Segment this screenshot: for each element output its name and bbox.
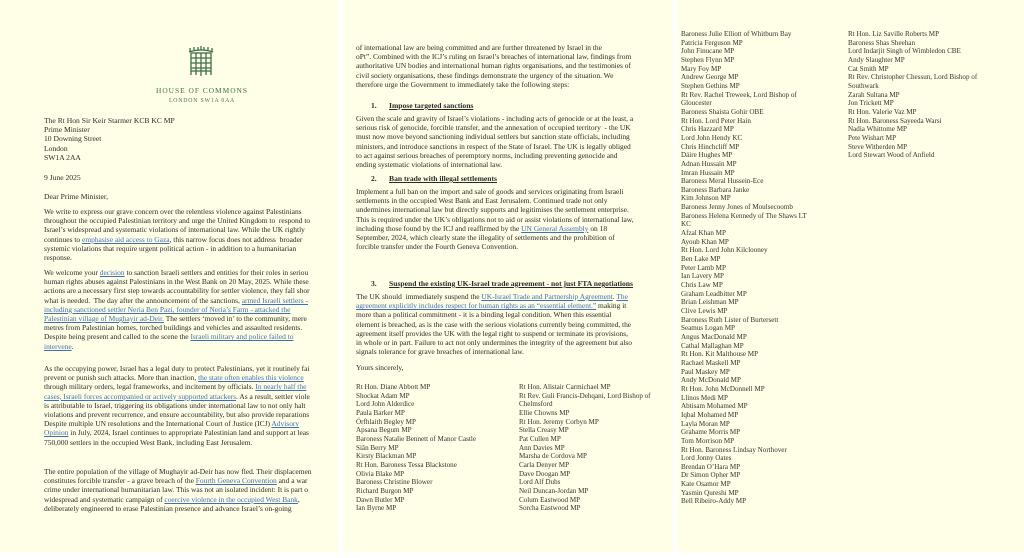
- signatory-name: Baroness Jenny Jones of Moulsecoomb: [681, 203, 793, 212]
- signatory-name: Olivia Blake MP: [356, 469, 405, 478]
- hyperlink[interactable]: Advisory: [271, 419, 300, 429]
- text-line: [356, 52, 631, 61]
- text-run: widespread and systematic campaign of: [44, 494, 165, 504]
- letter-date: 9 June 2025: [44, 173, 81, 182]
- signatory-name: Marsha de Cordova MP: [519, 452, 587, 461]
- letterhead-address: LONDON SW1A 0AA: [168, 98, 236, 104]
- step-title: Suspend the existing UK-Israel trade agreement - not just FTA negotiations: [389, 279, 633, 288]
- signatory-name: Colum Eastwood MP: [519, 495, 581, 504]
- text-line: [356, 310, 632, 319]
- recipient-line: London: [44, 143, 68, 153]
- step-heading: [371, 101, 473, 110]
- text-line: [356, 151, 633, 160]
- text-run: ,: [297, 494, 300, 504]
- text-run: , this narrow focus does not address broader: [169, 234, 303, 244]
- text-run: on 18: [588, 223, 608, 233]
- text-line: [44, 332, 310, 341]
- step-number: 3.: [371, 279, 377, 288]
- signatory-name: Dawn Butler MP: [356, 495, 405, 504]
- text-line: [356, 215, 634, 224]
- signatory-name: Stephen Flynn MP: [681, 55, 735, 64]
- signatory-name: Stella Creasy MP: [519, 426, 569, 435]
- text-line: [356, 80, 631, 89]
- text-line: [356, 61, 631, 70]
- text-line: [44, 438, 310, 447]
- text-run: Given the scale and gravity of Israel’s violations - including acts of genocide or at the least, a: [356, 114, 634, 123]
- signatory-name: Bell Ribeiro-Addy MP: [681, 497, 747, 506]
- signatory-name: Dáire Hughes MP: [681, 151, 733, 160]
- signatory-name: Mary Foy MP: [681, 64, 722, 73]
- text-run: more than a political commitment - it is a binding legal condition. When this essential: [356, 310, 612, 320]
- signatory-name: Angus MacDonald MP: [681, 332, 747, 341]
- text-line: [44, 225, 310, 234]
- text-line: [356, 338, 632, 347]
- text-run: We write to express our grave concern over the relentless violence against Palestinians: [44, 207, 302, 216]
- signatory-name: Baroness Helena Kennedy of The Shaws LT: [681, 211, 807, 220]
- signatory-name: Dave Doogan MP: [519, 469, 571, 478]
- signatory-name: Baroness Shaista Gohir OBE: [681, 107, 764, 116]
- text-line: [44, 305, 310, 314]
- recipient-address: [44, 116, 175, 162]
- signatory-name: Tom Morrison MP: [681, 436, 735, 445]
- signatory-name: Rt Hon. Lord Peter Hain: [681, 116, 751, 125]
- signatory-name: Ellie Chowns MP: [519, 408, 570, 417]
- text-run: crime under international humanitarian law. This was not an isolated incident: It is part o: [44, 485, 308, 495]
- signatory-name: Carla Denyer MP: [519, 460, 570, 469]
- text-line: [44, 419, 310, 428]
- signatory-name: Dr Simon Opher MP: [681, 471, 741, 480]
- text-line: [356, 43, 631, 52]
- text-line: [44, 342, 310, 351]
- hyperlink[interactable]: armed Israeli settlers -: [241, 295, 309, 305]
- text-line: [44, 373, 310, 382]
- signatory-name: Baroness Meral Hussein-Ece: [681, 177, 764, 186]
- hyperlink[interactable]: cases, Israeli forces accompanied or actively supported attackers: [44, 391, 237, 401]
- text-run: Despite being present and called to the scene the: [44, 332, 191, 342]
- text-line: [44, 401, 310, 410]
- text-line: [44, 410, 310, 419]
- text-run: authoritative UN bodies and international human rights organisations, and the testimonies of: [356, 61, 631, 71]
- signatory-name: Kim Johnson MP: [681, 194, 731, 203]
- signatory-list: [356, 383, 476, 513]
- text-run: . As a result, settler viole: [236, 391, 310, 401]
- signatory-name: Paula Barker MP: [356, 408, 405, 417]
- step-title: Ban trade with illegal settlements: [389, 174, 497, 183]
- signatory-name: Clive Lewis MP: [681, 307, 728, 315]
- hyperlink[interactable]: UN General Assembly: [521, 223, 589, 233]
- text-run: what is needed. The day after the announcement of the sanctions,: [44, 295, 242, 305]
- hyperlink[interactable]: The: [616, 292, 628, 301]
- signatory-name: Shockat Adam MP: [356, 391, 410, 400]
- text-run: signals tolerance for grave breaches of international law.: [356, 347, 525, 357]
- signatory-name: Lord John Alderdice: [356, 400, 415, 409]
- text-line: [356, 205, 634, 214]
- text-run: .: [71, 341, 74, 351]
- signatory-name: Lord Indarjit Singh of Wimbledon CBE: [848, 47, 961, 56]
- signatory-name: Baroness Natalie Bennett of Manor Castle: [356, 434, 476, 443]
- text-line: [44, 495, 312, 504]
- signatory-name: Peter Lamb MP: [681, 263, 726, 272]
- text-line: [44, 244, 310, 253]
- signatory-name: Chris Hinchcliff MP: [681, 142, 740, 151]
- signatory-name: Abtisam Mohamed MP: [681, 402, 748, 411]
- signatory-name: Yasmin Qureshi MP: [681, 488, 739, 497]
- signatory-name: Ann Davies MP: [519, 443, 565, 452]
- text-line: [356, 224, 634, 233]
- signatory-name: Andy Slaughter MP: [848, 55, 905, 64]
- signatory-name: Lord Alf Dubs: [519, 478, 561, 487]
- signatory-name: Llinos Medi MP: [681, 393, 728, 402]
- signatory-name: Andrew George MP: [681, 73, 739, 82]
- step-heading: [371, 279, 633, 288]
- signatory-name: Adnan Hussain MP: [681, 159, 737, 168]
- signatory-name: KC: [681, 220, 691, 229]
- signatory-name: Baroness Barbara Janke: [681, 185, 750, 194]
- signatory-name: Apsana Begum MP: [356, 426, 412, 435]
- signatory-name: Chelmsford: [519, 400, 553, 409]
- paragraph: [44, 207, 310, 262]
- signatory-name: Afzal Khan MP: [681, 229, 726, 238]
- text-line: [356, 347, 632, 356]
- signatory-name: Nadia Whittome MP: [848, 125, 907, 134]
- text-run: We welcome your: [44, 268, 100, 277]
- text-run: violations and prevent recurrence, and ensure accountability, but also provide reparations: [44, 410, 310, 420]
- text-run: 750,000 settlers in the occupied West Bank, including East Jerusalem.: [44, 437, 253, 447]
- signatory-name: Rachael Maskell MP: [681, 358, 741, 367]
- signatory-name: Paul Maskey MP: [681, 367, 730, 376]
- hyperlink[interactable]: including sanctioned settler Neria Ben Pazi, founder of Neria’s Farm - attacked the: [44, 304, 291, 314]
- text-run: to sanction Israeli settlers and entities for their roles in seriou: [124, 268, 309, 277]
- signatory-name: Cathal Mallaghan MP: [681, 341, 744, 350]
- closing: Yours sincerely,: [356, 363, 404, 372]
- hyperlink[interactable]: intervene: [44, 341, 72, 351]
- text-run: therefore urge the Government to immediately take the following steps:: [356, 79, 570, 89]
- text-run: systemic violations that require urgent political action - in addition to a humanitarian: [44, 243, 297, 253]
- hyperlink[interactable]: the state often enables this violence: [198, 373, 304, 383]
- signatory-name: Ben Lake MP: [681, 255, 721, 264]
- text-run: The entire population of the village of Mughayir ad-Deir has now fled. Their displacemen: [44, 467, 312, 476]
- text-run: in July, 2024, Israel continues to appropriate Palestinian land and support at leas: [68, 428, 309, 438]
- text-line: [356, 187, 634, 196]
- text-line: [356, 233, 634, 242]
- text-line: [44, 277, 310, 286]
- text-run: throughout the occupied Palestinian territory and urge the United Kingdom to respond to: [44, 216, 311, 226]
- text-line: [44, 485, 312, 494]
- signatory-name: Imran Hussain MP: [681, 168, 735, 177]
- signatory-name: Siân Berry MP: [356, 443, 399, 452]
- text-run: oPt”. Combined with the ICJ’s ruling on Israel’s breaches of international law, findings from: [356, 52, 632, 62]
- signatory-name: John Finucane MP: [681, 47, 735, 56]
- text-line: [44, 323, 310, 332]
- step-title: Impose targeted sanctions: [389, 101, 474, 110]
- salutation: Dear Prime Minister,: [44, 192, 109, 201]
- signatory-name: Zarah Sultana MP: [848, 90, 900, 99]
- text-line: [356, 71, 631, 80]
- text-run: Despite multiple UN resolutions and the International Court of Justice (ICJ): [44, 419, 272, 429]
- signatory-name: Seamus Logan MP: [681, 324, 735, 333]
- paragraph: [44, 268, 310, 351]
- text-line: [356, 123, 633, 132]
- text-line: [356, 114, 633, 123]
- text-line: [44, 392, 310, 401]
- text-run: The UK should immediately suspend the: [356, 292, 482, 301]
- text-run: must now move beyond sanctioning individual settlers but sanction state officials, including: [356, 132, 630, 142]
- signatory-name: Rt Hon. Alistair Carmichael MP: [519, 383, 611, 391]
- signatory-name: Patricia Ferguson MP: [681, 38, 743, 47]
- text-run: through military orders, legal frameworks, and incitement by officials.: [44, 382, 256, 392]
- text-line: [356, 301, 632, 310]
- text-line: [356, 142, 633, 151]
- text-line: [356, 329, 632, 338]
- hyperlink[interactable]: In nearly half the: [255, 382, 307, 392]
- signatory-name: Ian Lavery MP: [681, 272, 724, 281]
- signatory-name: Grahame Morris MP: [681, 428, 741, 437]
- text-run: in whole or in part. Failure to act not only undermines the integrity of the agreement but also: [356, 338, 632, 348]
- text-run: of international law are being committed and are further threatened by Israel in the: [356, 43, 602, 52]
- recipient-line: SW1A 2AA: [44, 152, 81, 162]
- text-run: continues to: [44, 234, 83, 244]
- signatory-name: Baroness Julie Elliott of Whitburn Bay: [681, 30, 792, 38]
- signatory-name: Cat Smith MP: [848, 64, 889, 73]
- signatory-name: Ayoub Khan MP: [681, 237, 729, 246]
- text-line: [44, 253, 310, 262]
- text-run: is attributable to Israel, triggering its obligations under international law to not only halt: [44, 400, 306, 410]
- signatory-name: Layla Moran MP: [681, 419, 730, 428]
- signatory-name: Rt Hon. John McDonnell MP: [681, 384, 765, 393]
- text-run: agreement itself provides the UK with the legal right to suspend or terminate its provisions,: [356, 328, 629, 338]
- paragraph: [356, 43, 631, 89]
- text-run: As the occupying power, Israel has a legal duty to protect Palestinians, yet it routinely fai: [44, 364, 310, 373]
- text-run: element is breached, as is the case with the serious violations currently being committed, the: [356, 319, 632, 329]
- signatory-name: Richard Burgon MP: [356, 486, 414, 495]
- signatory-name: Baroness Ruth Lister of Burtersett: [681, 315, 779, 324]
- text-run: including those found by the ICJ and reaffirmed by the: [356, 223, 522, 233]
- text-run: actions are a necessary first step towards accountability for settler violence, they fall shor: [44, 286, 310, 296]
- recipient-line: Prime Minister: [44, 125, 90, 135]
- text-run: Israel’s widespread and systematic violations of international law. While the UK rightly: [44, 225, 305, 235]
- text-run: human rights abuses against Palestinians in the West Bank on 20 May, 2025. While these: [44, 277, 309, 287]
- text-run: prevent or punish such attacks. More than inaction,: [44, 373, 199, 383]
- text-run: to act against serious breaches of peremptory norms, including preventing genocide and: [356, 150, 618, 160]
- recipient-line: The Rt Hon Sir Keir Starmer KCB KC MP: [44, 116, 175, 125]
- signatory-name: Rt Hon. Kit Malthouse MP: [681, 350, 759, 359]
- text-line: [44, 428, 310, 437]
- text-line: [44, 504, 312, 513]
- signatory-name: Ian Byrne MP: [356, 504, 397, 513]
- portcullis-icon: [186, 45, 216, 77]
- text-run: making it: [596, 301, 627, 311]
- hyperlink[interactable]: Fourth Geneva Convention: [195, 476, 277, 486]
- text-line: [44, 296, 310, 305]
- hyperlink[interactable]: Israeli military and police failed to: [190, 332, 294, 342]
- signatory-list: [681, 30, 807, 506]
- signatory-name: Rt Hon. Diane Abbott MP: [356, 383, 431, 391]
- step-number: 2.: [371, 174, 377, 183]
- signatory-name: Kirsty Blackman MP: [356, 452, 417, 461]
- signatory-name: Jon Trickett MP: [848, 99, 894, 108]
- signatory-name: Brian Leishman MP: [681, 298, 739, 307]
- hyperlink[interactable]: decision: [99, 268, 125, 277]
- recipient-line: 10 Downing Street: [44, 134, 102, 144]
- signatory-name: Gloucester: [681, 99, 712, 108]
- text-line: [44, 314, 310, 323]
- text-run: This is required under the UK’s obligations not to aid or assist violations of international law,: [356, 214, 634, 224]
- signatory-list: [519, 383, 651, 513]
- text-line: [44, 207, 310, 216]
- text-line: [44, 268, 310, 277]
- text-run: The settlers ‘moved in’ to the community, mere: [164, 314, 307, 324]
- text-run: constitutes forcible transfer - a grave breach of the: [44, 476, 196, 486]
- step-heading: [371, 174, 497, 183]
- signatory-name: Rt Rev. Christopher Chessun, Lord Bishop of: [848, 73, 978, 82]
- signatory-name: Kate Osamor MP: [681, 480, 731, 489]
- text-run: metres from Palestinian homes, torched buildings and vehicles and assaulted residents.: [44, 323, 303, 333]
- signatory-name: Rt Hon. Liz Saville Roberts MP: [848, 30, 940, 38]
- text-run: ministers, and introduce sanctions in respect of the State of Israel. The UK is legally obliged: [356, 141, 631, 151]
- paragraph: [44, 364, 310, 447]
- signatory-name: Baroness Christine Blower: [356, 478, 433, 487]
- text-run: .: [612, 292, 617, 301]
- paragraph: [356, 187, 634, 251]
- text-run: undermines international law but directly supports and legitimises the settlement enterprise.: [356, 205, 629, 215]
- paragraph: [44, 467, 312, 513]
- text-line: [44, 467, 312, 476]
- signatory-name: Southwark: [848, 81, 879, 90]
- signatory-list: [848, 30, 977, 160]
- hyperlink[interactable]: Palestinian village of Mughayir ad-Deir.: [44, 314, 165, 324]
- signatory-name: Iqbal Mohamed MP: [681, 410, 739, 419]
- text-run: serious risk of genocide, forcible transfer, and the annexation of occupied territory - the UK: [356, 123, 631, 133]
- signatory-name: Órfhlaith Begley MP: [356, 417, 416, 426]
- text-line: [44, 286, 310, 295]
- signatory-name: Lord Stewart Wood of Anfield: [848, 151, 935, 160]
- paragraph: [356, 292, 632, 356]
- text-run: Implement a full ban on the import and sale of goods and services originating from Israeli: [356, 187, 624, 196]
- text-run: response.: [44, 253, 72, 263]
- text-line: [356, 242, 634, 251]
- signatory-name: Andy McDonald MP: [681, 376, 741, 385]
- text-line: [44, 216, 310, 225]
- text-line: [44, 382, 310, 391]
- step-number: 1.: [371, 101, 377, 110]
- paragraph: [356, 114, 633, 169]
- signatory-name: Lord John Hendy KC: [681, 133, 743, 142]
- letterhead-org: HOUSE OF COMMONS: [156, 86, 248, 95]
- text-line: [356, 292, 632, 301]
- signatory-name: Rt Hon. Valerie Vaz MP: [848, 107, 917, 116]
- signatory-name: Pat Cullen MP: [519, 434, 561, 443]
- text-line: [356, 160, 633, 169]
- signatory-name: Graham Leadbitter MP: [681, 289, 747, 298]
- hyperlink[interactable]: emphasise aid access to Gaza: [82, 234, 170, 244]
- signatory-name: Rt Hon. Baroness Lindsay Northover: [681, 445, 787, 454]
- signatory-name: Rt Rev. Rachel Treweek, Lord Bishop of: [681, 90, 797, 99]
- signatory-name: Rt Hon. Baroness Tessa Blackstone: [356, 460, 457, 469]
- text-line: [356, 196, 634, 205]
- text-run: forcible transfer under the Fourth Geneva Convention.: [356, 242, 519, 252]
- text-run: civil society organisations, these findings demonstrate the urgency of the situation. We: [356, 70, 614, 80]
- signatory-name: Stephen Gethins MP: [681, 81, 740, 90]
- signatory-name: Rt Rev. Guli Francis-Dehqani, Lord Bishop of: [519, 391, 651, 400]
- text-line: [44, 235, 310, 244]
- signatory-name: Rt Hon. Jeremy Corbyn MP: [519, 417, 599, 426]
- hyperlink[interactable]: coercive violence in the occupied West Bank: [164, 494, 298, 504]
- text-run: ending systematic violations of international law.: [356, 160, 503, 170]
- text-line: [44, 364, 310, 373]
- signatory-name: Pete Wishart MP: [848, 133, 897, 142]
- signatory-name: Neil Duncan-Jordan MP: [519, 486, 589, 495]
- signatory-name: Lord Jonny Oates: [681, 454, 732, 463]
- text-run: deliberately engineered to erase Palestinian presence and advance Israel’s on-going: [44, 503, 292, 513]
- signatory-name: Baroness Shas Sheehan: [848, 38, 915, 47]
- signatory-name: Chris Law MP: [681, 281, 723, 290]
- signatory-name: Rt Hon. Lord John Kilclooney: [681, 246, 768, 255]
- signatory-name: Sorcha Eastwood MP: [519, 504, 581, 513]
- signatory-name: Brendan O’Hara MP: [681, 462, 741, 471]
- text-line: [356, 320, 632, 329]
- hyperlink[interactable]: UK-Israel Trade and Partnership Agreement: [481, 292, 613, 301]
- signatory-name: Chris Hazzard MP: [681, 125, 734, 134]
- text-run: settlements in the occupied West Bank and East Jerusalem. Continued trade not only: [356, 196, 608, 206]
- text-run: and a war: [276, 476, 308, 486]
- signatory-name: Steve Witherden MP: [848, 142, 908, 151]
- text-line: [44, 476, 312, 485]
- text-line: [356, 132, 633, 141]
- text-run: September, 2024, which clearly state the illegality of settlements and the prohibition of: [356, 233, 615, 243]
- signatory-name: Rt Hon. Baroness Sayeeda Warsi: [848, 116, 942, 125]
- hyperlink[interactable]: agreement explicitly includes respect for human rights as an “essential element.”: [356, 301, 597, 311]
- hyperlink[interactable]: Opinion: [44, 428, 69, 438]
